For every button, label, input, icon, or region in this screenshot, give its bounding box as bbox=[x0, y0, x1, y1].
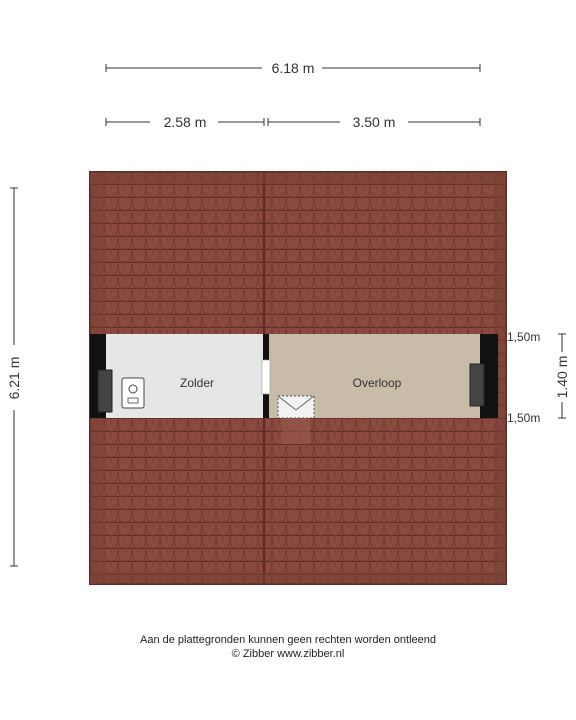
window-left bbox=[98, 370, 112, 412]
dimension-left-width bbox=[106, 114, 264, 130]
dimension-left-width-label: 2.58 m bbox=[163, 114, 207, 130]
dimension-right-width bbox=[268, 114, 480, 130]
footer-copyright: © Zibber www.zibber.nl bbox=[231, 648, 345, 660]
stair-hatch-icon bbox=[278, 396, 314, 444]
dimension-room-depth-label: 1.40 m bbox=[554, 355, 570, 399]
dimension-right-width-label: 3.50 m bbox=[352, 114, 396, 130]
dimension-total-depth-label: 6.21 m bbox=[6, 356, 22, 400]
window-right bbox=[470, 364, 484, 406]
footer-disclaimer: Aan de plattegronden kunnen geen rechten worden ontleend bbox=[139, 634, 436, 646]
dimension-total-width-label: 6.18 m bbox=[271, 60, 315, 76]
door-opening bbox=[262, 360, 270, 394]
dimension-total-width bbox=[106, 60, 480, 76]
boiler-icon bbox=[122, 378, 144, 408]
room-zolder-label: Zolder bbox=[179, 376, 215, 390]
dimension-total-depth bbox=[6, 188, 22, 566]
dimension-room-depth bbox=[554, 334, 570, 418]
height-label-top: 1,50m bbox=[507, 330, 541, 344]
height-label-bottom: 1,50m bbox=[507, 411, 541, 425]
room-overloop-label: Overloop bbox=[352, 376, 402, 390]
